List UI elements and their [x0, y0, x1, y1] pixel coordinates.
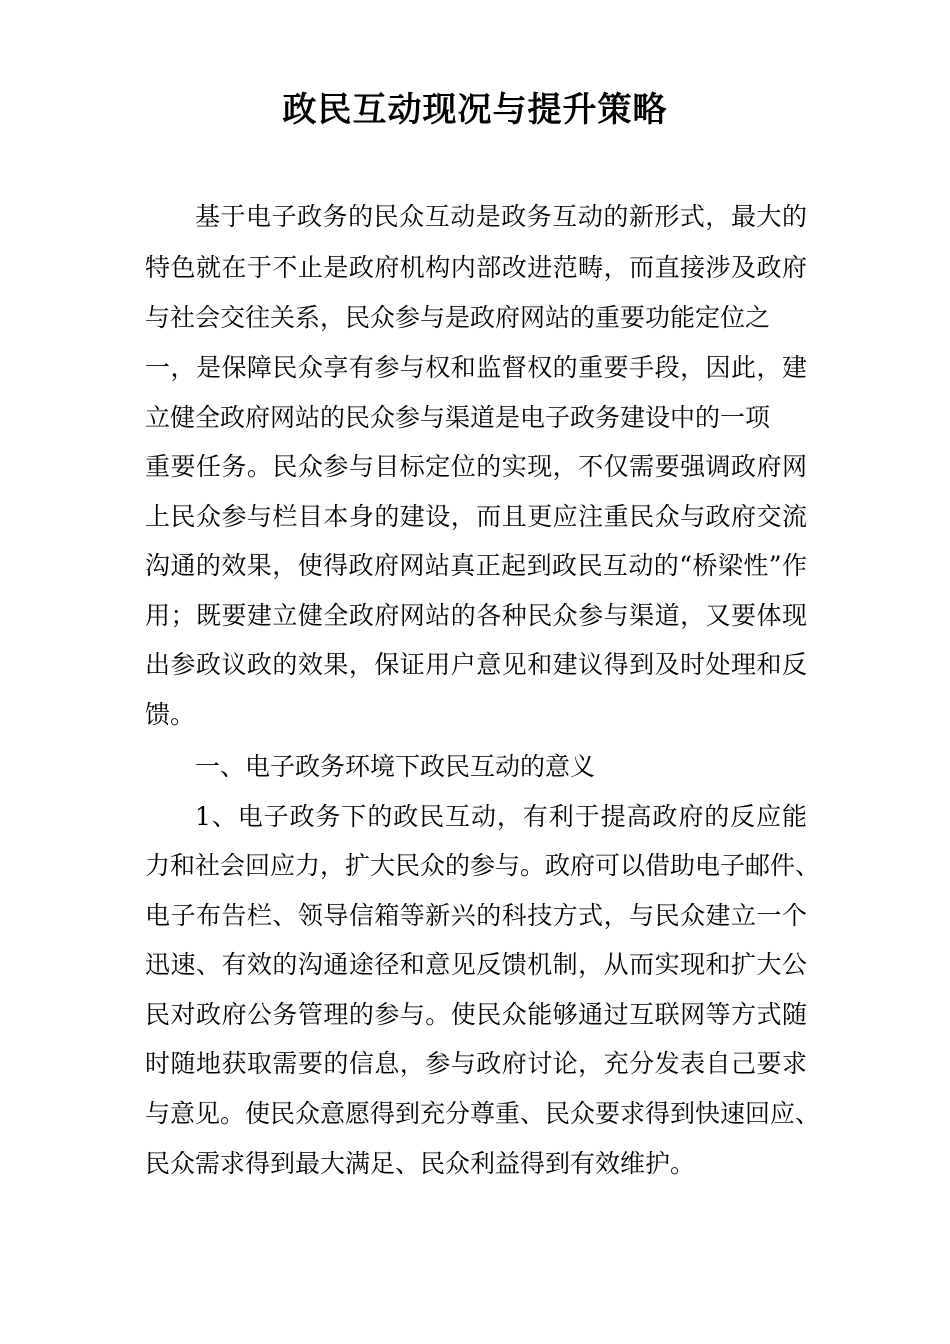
paragraph-line: 民众需求得到最大满足、民众利益得到有效维护。 [145, 1149, 696, 1178]
paragraph-line: 特色就在于不止是政府机构内部改进范畴，而直接涉及政府 [145, 253, 807, 282]
paragraph-line: 电子布告栏、领导信箱等新兴的科技方式，与民众建立一个 [145, 901, 807, 930]
paragraph-line: 立健全政府网站的民众参与渠道是电子政务建设中的一项 [145, 403, 771, 432]
paragraph-line: 用；既要建立健全政府网站的各种民众参与渠道，又要体现 [145, 601, 807, 630]
paragraph-line: 基于电子政务的民众互动是政务互动的新形式，最大的 [195, 202, 807, 231]
paragraph-line: 出参政议政的效果，保证用户意见和建议得到及时处理和反 [145, 650, 807, 679]
paragraph-line: 重要任务。民众参与目标定位的实现，不仅需要强调政府网 [145, 452, 807, 481]
paragraph-line: 1、电子政务下的政民互动，有利于提高政府的反应能 [195, 802, 807, 831]
paragraph-line: 与社会交往关系，民众参与是政府网站的重要功能定位之 [145, 303, 771, 332]
paragraph-line: 馈。 [145, 700, 196, 729]
paragraph-line: 力和社会回应力，扩大民众的参与。政府可以借助电子邮件、 [145, 851, 821, 880]
paragraph-line: 沟通的效果，使得政府网站真正起到政民互动的“桥梁性”作 [145, 551, 807, 580]
document-title: 政民互动现况与提升策略 [282, 90, 668, 130]
section-heading: 一、电子政务环境下政民互动的意义 [195, 752, 596, 781]
paragraph-line: 上民众参与栏目本身的建设，而且更应注重民众与政府交流 [145, 502, 807, 531]
paragraph-line: 民对政府公务管理的参与。使民众能够通过互联网等方式随 [145, 1000, 807, 1029]
paragraph-line: 一，是保障民众享有参与权和监督权的重要手段，因此，建 [145, 353, 807, 382]
paragraph-line: 迅速、有效的沟通途径和意见反馈机制，从而实现和扩大公 [145, 950, 807, 979]
paragraph-line: 时随地获取需要的信息，参与政府讨论，充分发表自己要求 [145, 1049, 807, 1078]
paragraph-line: 与意见。使民众意愿得到充分尊重、民众要求得到快速回应、 [145, 1099, 821, 1128]
